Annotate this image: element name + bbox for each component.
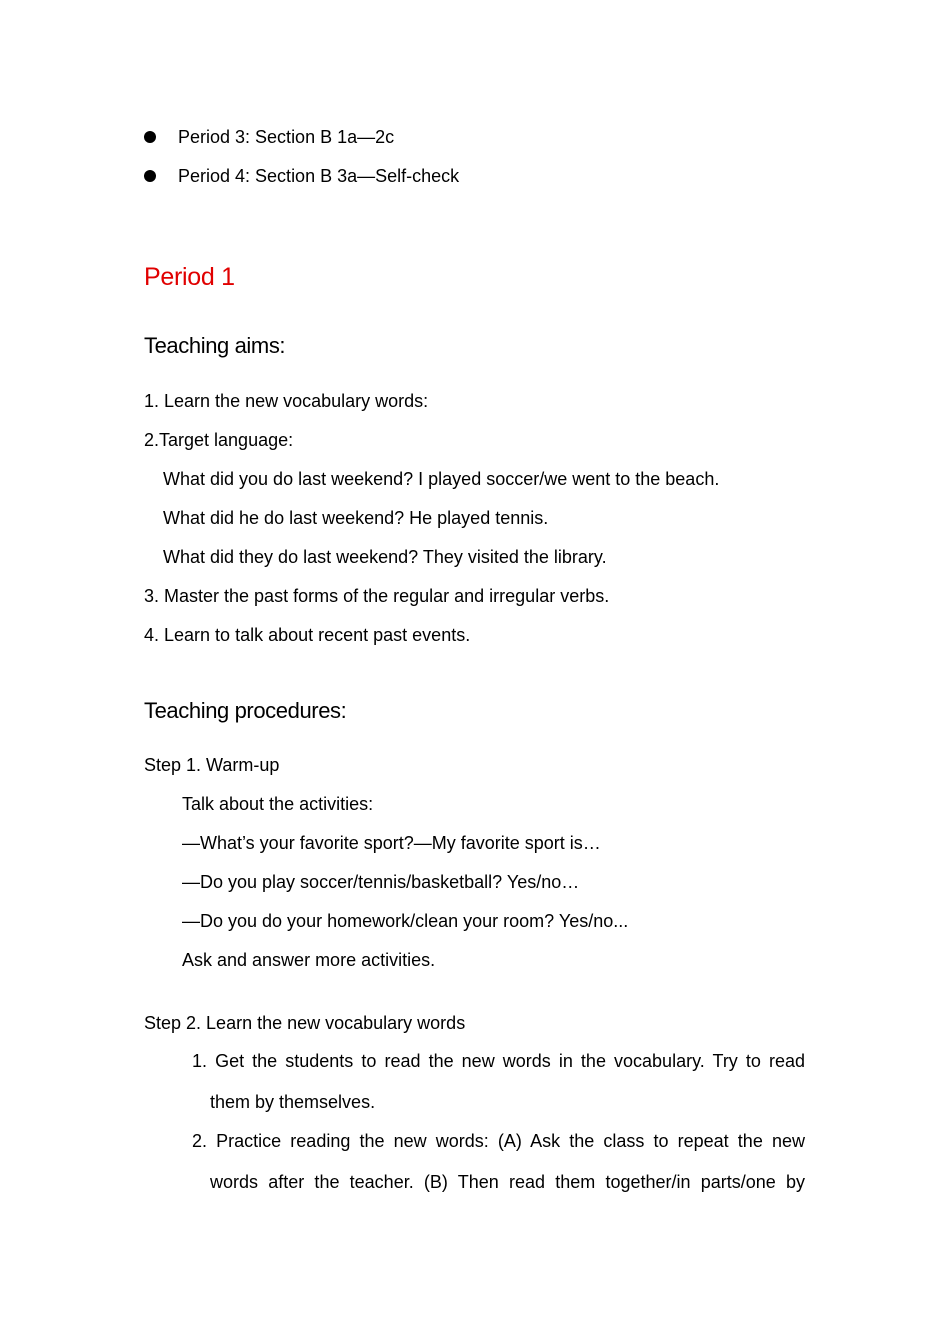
step-2-point-1	[192, 1041, 805, 1123]
step-1-line: —Do you play soccer/tennis/basketball? Yes/no…	[182, 872, 580, 892]
teaching-aims-heading: Teaching aims:	[144, 333, 286, 358]
bullet-text: Period 4: Section B 3a—Self-check	[178, 166, 460, 186]
step-1-line: —What’s your favorite sport?—My favorite sport is…	[182, 833, 601, 853]
step-2-title: Step 2. Learn the new vocabulary words	[144, 1013, 466, 1033]
aim-item-4: 4. Learn to talk about recent past events.	[144, 625, 471, 645]
step-1-line: —Do you do your homework/clean your room? Yes/no...	[182, 911, 629, 931]
period-title: Period 1	[144, 263, 235, 291]
step-1-line: Ask and answer more activities.	[182, 950, 436, 970]
bullet-text: Period 3: Section B 1a—2c	[178, 127, 395, 147]
aim-item-3: 3. Master the past forms of the regular and irregular verbs.	[144, 586, 610, 606]
teaching-procedures-heading: Teaching procedures:	[144, 698, 347, 723]
step-2-point-1-line-2: them by themselves.	[210, 1092, 376, 1112]
step-1-line: Talk about the activities:	[182, 794, 374, 814]
aim-item-2: 2.Target language:	[144, 430, 294, 450]
step-2-point-1-line-1: 1. Get the students to read the new words in the vocabulary. Try to read	[192, 1051, 805, 1071]
step-2-point-2	[192, 1121, 805, 1203]
step-2-point-2-line-2: words after the teacher. (B) Then read them together/in parts/one by	[210, 1172, 805, 1192]
bullet-dot-icon	[144, 170, 156, 182]
bullet-dot-icon	[144, 131, 156, 143]
target-language-example: What did you do last weekend? I played soccer/we went to the beach.	[163, 469, 720, 489]
aim-item-1: 1. Learn the new vocabulary words:	[144, 391, 429, 411]
target-language-example: What did he do last weekend? He played tennis.	[163, 508, 549, 528]
step-2-point-2-line-1: 2. Practice reading the new words: (A) Ask the class to repeat the new	[192, 1131, 805, 1151]
target-language-example: What did they do last weekend? They visited the library.	[163, 547, 607, 567]
step-1-title: Step 1. Warm-up	[144, 755, 280, 775]
